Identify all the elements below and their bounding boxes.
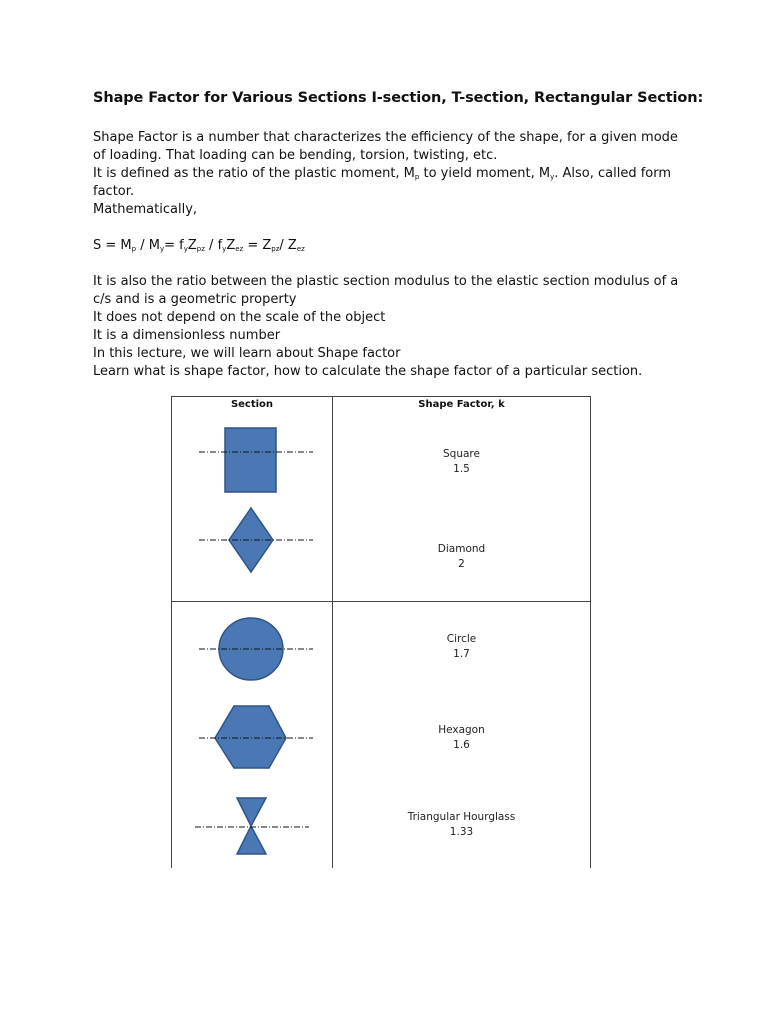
- header-section: Section: [172, 397, 333, 416]
- shape-factor-entry-hexagon: [333, 723, 590, 753]
- shape-factor-entry-square: [333, 447, 590, 477]
- shape-factor-table: [171, 396, 591, 868]
- intro-paragraph-2: It is defined as the ratio of the plastic moment, $M_p$ to yield moment, $M_y$. Also, called form factor.: [93, 166, 672, 199]
- note-2: It does not depend on the scale of the object: [93, 310, 386, 325]
- shape-factor-formula: $S = M_p / M_y= f_yZ_{pz} / f_yZ_{ez} = Z_{pz}/$ $Z_{ez}$: [93, 238, 305, 253]
- note-4: In this lecture, we will learn about Shape factor: [93, 346, 401, 361]
- square-icon: [225, 428, 276, 492]
- shape-factor-entry-diamond: [333, 542, 590, 572]
- shape-name: Hexagon: [438, 724, 485, 736]
- shape-factor-value: 1.7: [453, 648, 470, 660]
- shape-factor-value: 1.33: [449, 826, 474, 838]
- hourglass-icon: [237, 798, 266, 854]
- shape-name: Diamond: [437, 543, 486, 555]
- shape-name: Triangular Hourglass: [407, 811, 516, 823]
- note-1: It is also the ratio between the plastic section modulus to the elastic section modulus of a c/s and is a geometric property: [93, 274, 679, 307]
- shape-factor-entry-circle: [333, 632, 590, 662]
- body-text: [93, 129, 693, 381]
- factor-cell-group-2: [333, 602, 591, 869]
- note-5: Learn what is shape factor, how to calculate the shape factor of a particular section.: [93, 364, 643, 379]
- shape-factor-value: 1.6: [453, 739, 470, 751]
- intro-paragraph-3: Mathematically,: [93, 202, 198, 217]
- section-cell-group-1: [172, 415, 333, 602]
- shape-name: Square: [443, 448, 480, 460]
- shapes-group-1: [172, 415, 332, 601]
- note-3: It is a dimensionless number: [93, 328, 281, 343]
- intro-paragraph-1: Shape Factor is a number that characterizes the efficiency of the shape, for a given mode of loading. That loading can be bending, torsion, twisting, etc.: [93, 130, 678, 163]
- header-shape-factor: Shape Factor, k: [333, 397, 591, 416]
- section-cell-group-2: [172, 602, 333, 869]
- shape-factor-entry-hourglass: [333, 810, 590, 840]
- shape-name: Circle: [446, 633, 477, 645]
- page-title: Shape Factor for Various Sections I-section, T-section, Rectangular Section:: [93, 90, 704, 106]
- hexagon-icon: [215, 706, 286, 768]
- factor-cell-group-1: [333, 415, 591, 602]
- shape-factor-value: 2: [458, 558, 465, 570]
- shapes-group-2: [172, 602, 332, 868]
- shape-factor-value: 1.5: [453, 463, 470, 475]
